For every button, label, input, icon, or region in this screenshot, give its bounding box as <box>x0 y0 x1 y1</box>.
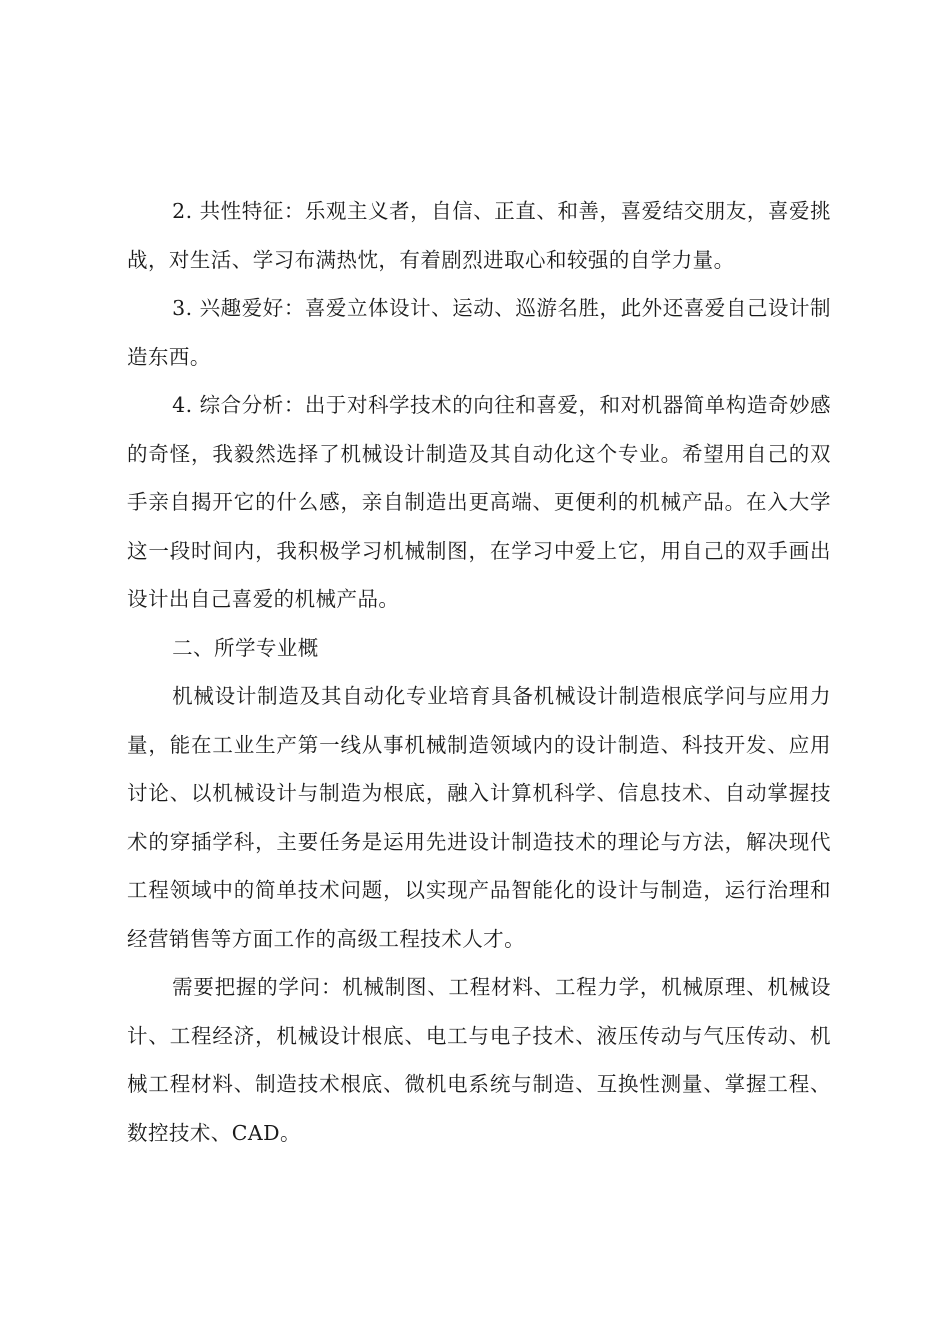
document-body <box>127 187 831 1157</box>
paragraph-required-knowledge: 需要把握的学问：机械制图、工程材料、工程力学，机械原理、机械设计、工程经济，机械设计根底、电工与电子技术、液压传动与气压传动、机械工程材料、制造技术根底、微机电系统与制造、互换性测量、掌握工程、数控技术、CAD。 <box>127 975 831 1145</box>
paragraph-hobbies: 3. 兴趣爱好：喜爱立体设计、运动、巡游名胜，此外还喜爱自己设计制造东西。 <box>127 296 831 369</box>
paragraph-personality: 2. 共性特征：乐观主义者，自信、正直、和善，喜爱结交朋友，喜爱挑战，对生活、学习布满热忱，有着剧烈进取心和较强的自学力量。 <box>127 199 831 272</box>
paragraph-major-description: 机械设计制造及其自动化专业培育具备机械设计制造根底学问与应用力量，能在工业生产第一线从事机械制造领域内的设计制造、科技开发、应用讨论、以机械设计与制造为根底，融入计算机科学、信息技术、自动掌握技术的穿插学科，主要任务是运用先进设计制造技术的理论与方法，解决现代工程领域中的简单技术问题，以实现产品智能化的设计与制造，运行治理和经营销售等方面工作的高级工程技术人才。 <box>127 684 831 951</box>
section-heading-major-overview: 二、所学专业概 <box>172 635 319 660</box>
paragraph-analysis: 4. 综合分析：出于对科学技术的向往和喜爱，和对机器简单构造奇妙感的奇怪，我毅然选择了机械设计制造及其自动化这个专业。希望用自己的双手亲自揭开它的什么感，亲自制造出更高端、更便利的机械产品。在入大学这一段时间内，我积极学习机械制图，在学习中爱上它，用自己的双手画出设计出自己喜爱的机械产品。 <box>127 393 831 611</box>
